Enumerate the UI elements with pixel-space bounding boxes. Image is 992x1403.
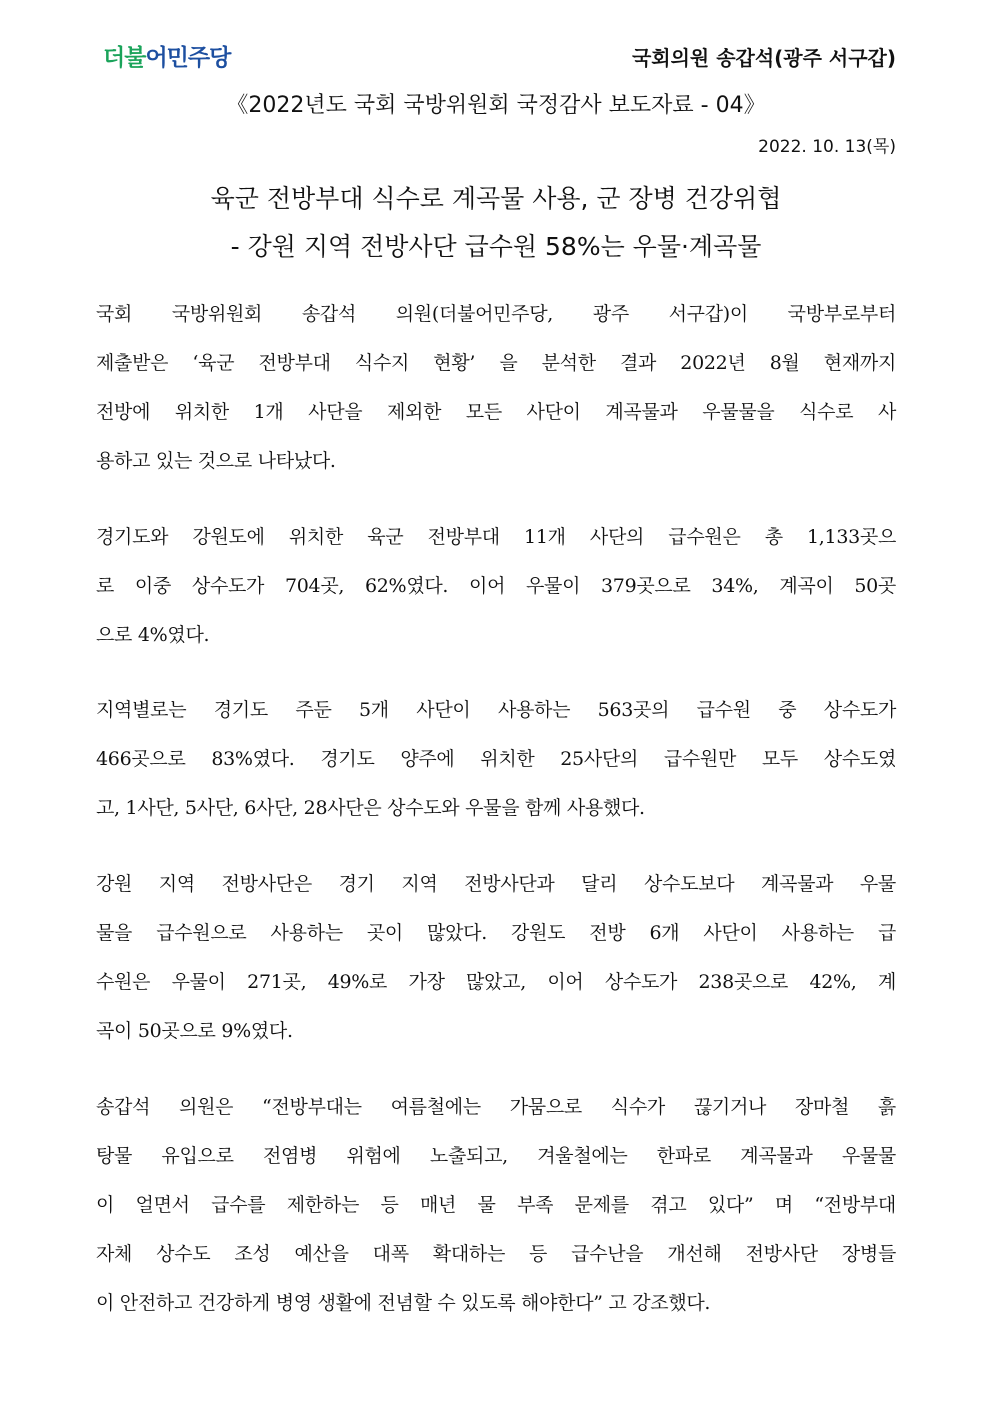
paragraph-2	[96, 513, 896, 660]
release-date: 2022. 10. 13(목)	[758, 137, 896, 157]
paragraph-line: 송갑석 의원은 “전방부대는 여름철에는 가뭄으로 식수가 끊기거나 장마철 흙	[96, 1096, 896, 1118]
paragraph-line: 자체 상수도 조성 예산을 대폭 확대하는 등 급수난을 개선해 전방사단 장병들	[96, 1243, 896, 1265]
paragraph-line: 제출받은 ‘육군 전방부대 식수지 현황’ 을 분석한 결과 2022년 8월 현재까지	[96, 352, 896, 374]
paragraph-line: 466곳으로 83%였다. 경기도 양주에 위치한 25사단의 급수원만 모두 상수도였	[96, 748, 896, 770]
paragraph-line: 으로 4%였다.	[96, 624, 210, 646]
paragraph-5	[96, 1083, 896, 1328]
party-logo-text: 더불어민주당	[103, 45, 231, 71]
paragraph-4	[96, 860, 896, 1056]
paragraph-line: 곡이 50곳으로 9%였다.	[96, 1020, 293, 1042]
paragraph-line: 국회 국방위원회 송갑석 의원(더불어민주당, 광주 서구갑)이 국방부로부터	[96, 303, 896, 325]
paragraph-line: 로 이중 상수도가 704곳, 62%였다. 이어 우물이 379곳으로 34%, 계곡이 50곳	[96, 575, 896, 597]
member-name: 국회의원 송갑석(광주 서구갑)	[631, 46, 896, 70]
party-logo	[103, 42, 230, 74]
paragraph-line: 지역별로는 경기도 주둔 5개 사단이 사용하는 563곳의 급수원 중 상수도가	[96, 699, 896, 721]
headline-main: 육군 전방부대 식수로 계곡물 사용, 군 장병 건강위협	[210, 184, 782, 213]
paragraph-1	[96, 290, 896, 486]
paragraph-line: 고, 1사단, 5사단, 6사단, 28사단은 상수도와 우물을 함께 사용했다.	[96, 797, 645, 819]
paragraph-line: 물을 급수원으로 사용하는 곳이 많았다. 강원도 전방 6개 사단이 사용하는 급	[96, 922, 896, 944]
paragraph-line: 탕물 유입으로 전염병 위험에 노출되고, 겨울철에는 한파로 계곡물과 우물물	[96, 1145, 896, 1167]
paragraph-line: 이 얼면서 급수를 제한하는 등 매년 물 부족 문제를 겪고 있다” 며 “전방부대	[96, 1194, 896, 1216]
paragraph-line: 경기도와 강원도에 위치한 육군 전방부대 11개 사단의 급수원은 총 1,133곳으	[96, 526, 896, 548]
paragraph-line: 이 안전하고 건강하게 병영 생활에 전념할 수 있도록 해야한다” 고 강조했다.	[96, 1292, 711, 1314]
release-title: 《2022년도 국회 국방위원회 국정감사 보도자료 - 04》	[226, 93, 766, 118]
paragraph-line: 강원 지역 전방사단은 경기 지역 전방사단과 달리 상수도보다 계곡물과 우물	[96, 873, 896, 895]
paragraph-line: 전방에 위치한 1개 사단을 제외한 모든 사단이 계곡물과 우물물을 식수로 사	[96, 401, 896, 423]
paragraph-line: 용하고 있는 것으로 나타났다.	[96, 450, 336, 472]
paragraph-line: 수원은 우물이 271곳, 49%로 가장 많았고, 이어 상수도가 238곳으로 42%, 계	[96, 971, 896, 993]
paragraph-3	[96, 686, 896, 833]
headline-sub: - 강원 지역 전방사단 급수원 58%는 우물·계곡물	[230, 232, 762, 261]
